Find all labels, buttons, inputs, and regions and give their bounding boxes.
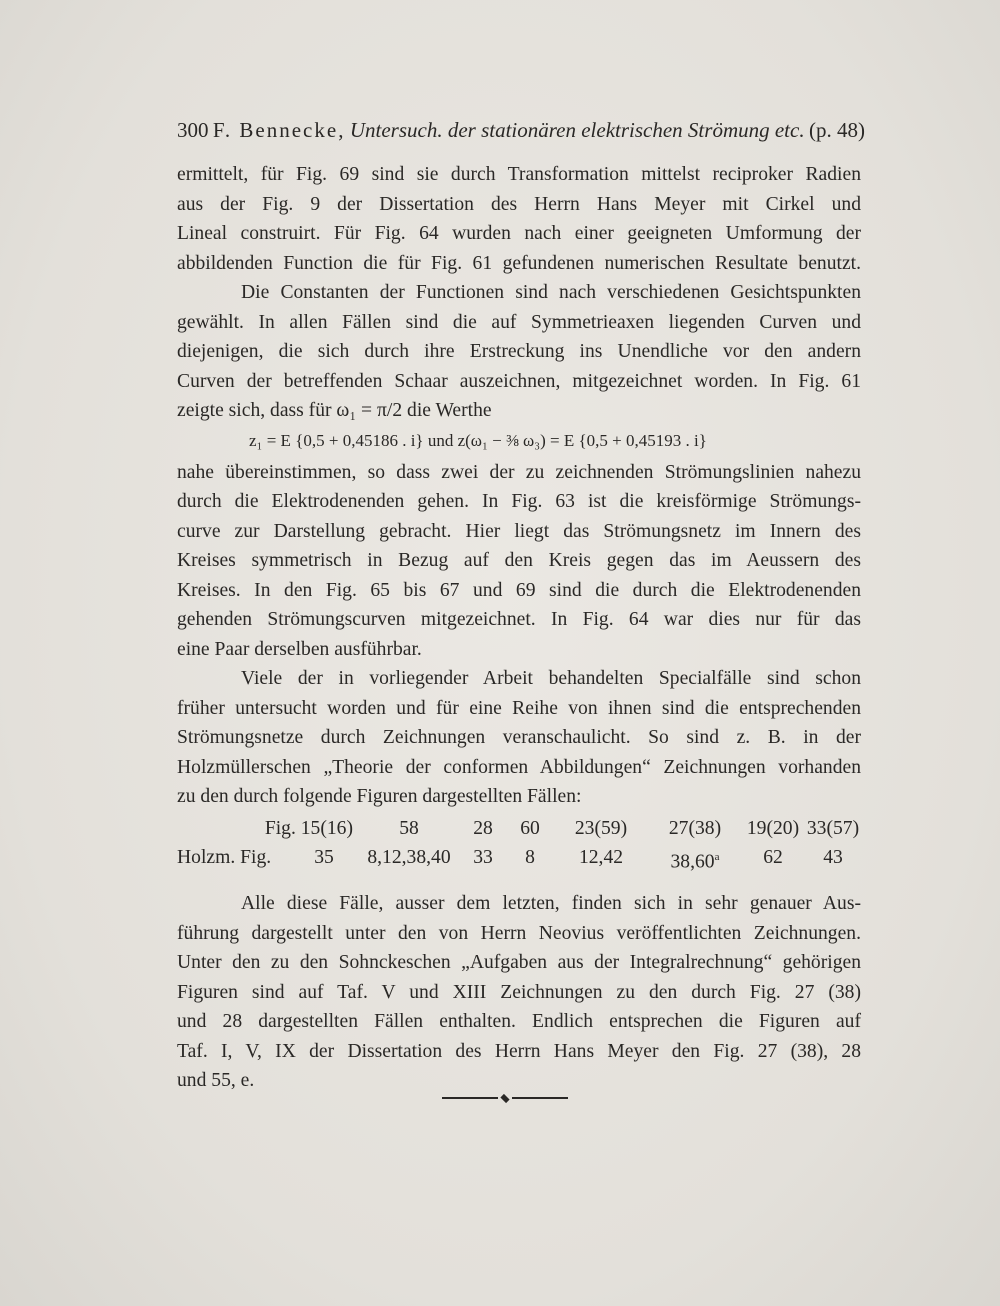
text-line: Lineal construirt. Für Fig. 64 wurden nach einer geeigneten Umformung der xyxy=(177,223,861,244)
text-line: curve zur Darstellung gebracht. Hier liegt das Strömungsnetz im Innern des xyxy=(177,520,861,542)
text-line: gewählt. In allen Fällen sind die auf Symmetrieaxen liegenden Curven und xyxy=(177,311,861,333)
text-line: eine Paar derselben ausführbar. xyxy=(177,638,422,660)
table-cell: 27(38) xyxy=(668,817,722,839)
text-line: Curven der betreffenden Schaar auszeichnen, mitgezeichnet worden. In Fig. 61 xyxy=(177,370,861,392)
table-cell: Fig. 15(16) xyxy=(264,817,353,839)
figure-correspondence-table xyxy=(177,814,861,878)
table-cell: 43 xyxy=(823,847,843,868)
text-line: Holzmüllerschen „Theorie der conformen Abbildungen“ Zeichnungen vorhanden xyxy=(177,756,861,778)
text-line: Strömungsnetze durch Zeichnungen veranschaulicht. So sind z. B. in der xyxy=(177,727,861,748)
table-cell: 19(20) xyxy=(746,817,800,839)
table-cell: 35 xyxy=(314,847,334,868)
ornament-rule-right xyxy=(512,1097,568,1099)
text-line: diejenigen, die sich durch ihre Erstreckung ins Unendliche vor den andern xyxy=(177,341,861,362)
table-value: 38,60 xyxy=(670,851,715,873)
table-cell: 8 xyxy=(525,847,535,868)
text-line: ermittelt, für Fig. 69 sind sie durch Transformation mittelst reciproker Radien xyxy=(177,164,861,185)
text-line: früher untersucht worden und für eine Reihe von ihnen sind die entsprechenden xyxy=(177,697,861,719)
paragraph-4 xyxy=(177,664,861,812)
text-line: Alle diese Fälle, ausser dem letzten, finden sich in sehr genauer Aus- xyxy=(241,893,861,915)
text-line: Viele der in vorliegender Arbeit behandelten Specialfälle sind schon xyxy=(241,668,861,689)
text-line: zu den durch folgende Figuren dargestellten Fällen: xyxy=(177,786,582,807)
paragraph-5 xyxy=(177,889,861,1096)
page-number: 300 xyxy=(177,118,209,142)
table-cell: 28 xyxy=(473,817,493,839)
superscript: a xyxy=(714,851,720,863)
formula: z₁ = E {0,5 + 0,45186 . i} und z(ω₁ − ⅜ ω₃) = E {0,5 + 0,45193 . i} xyxy=(249,430,707,450)
table-cell: 12,42 xyxy=(578,847,624,868)
table-cell: Holzm. Fig. xyxy=(177,847,272,868)
text-line: führung dargestellt unter den von Herrn Neovius veröffentlichten Zeichnungen. xyxy=(177,922,861,944)
text-line: nahe übereinstimmen, so dass zwei der zu zeichnenden Strömungslinien nahezu xyxy=(177,461,861,483)
table-cell: 62 xyxy=(763,847,783,868)
header-title: Untersuch. der stationären elektrischen Strömung etc. xyxy=(349,118,805,142)
ornament-diamond-icon xyxy=(500,1093,509,1102)
table-cell: 33(57) xyxy=(806,817,860,839)
text-line: abbildenden Function die für Fig. 61 gefundenen numerischen Resultate benutzt. xyxy=(177,252,861,274)
text-line: und 28 dargestellten Fällen enthalten. Endlich entsprechen die Figuren auf xyxy=(177,1011,861,1033)
section-end-ornament xyxy=(440,1094,570,1102)
text-line: Kreises. In den Fig. 65 bis 67 und 69 sind die durch die Elektrodenenden xyxy=(177,579,861,601)
text-line: Figuren sind auf Taf. V und XIII Zeichnungen zu den durch Fig. 27 (38) xyxy=(177,981,861,1003)
formula-block xyxy=(177,426,861,458)
text-line: Die Constanten der Functionen sind nach verschiedenen Gesichtspunkten xyxy=(241,282,861,303)
table-cell: 8,12,38,40 xyxy=(367,847,451,868)
text-line: Kreises symmetrisch in Bezug auf den Kreis gegen das im Aeussern des xyxy=(177,550,861,571)
text-line: und 55, e. xyxy=(177,1070,255,1092)
table-cell xyxy=(649,843,741,877)
text-line: gehenden Strömungscurven mitgezeichnet. In Fig. 64 war dies nur für das xyxy=(177,609,861,630)
table-cell: 23(59) xyxy=(574,817,628,839)
paragraph-3 xyxy=(177,458,861,665)
table-cell: 33 xyxy=(473,847,493,868)
running-header xyxy=(177,116,865,144)
text-line: aus der Fig. 9 der Dissertation des Herrn Hans Meyer mit Cirkel und xyxy=(177,193,861,215)
table-cell: 58 xyxy=(399,817,419,839)
paragraph-1 xyxy=(177,160,861,278)
paragraph-2 xyxy=(177,278,861,426)
text-line: Unter den zu den Sohnckeschen „Aufgaben aus der Integralrechnung“ gehörigen xyxy=(177,952,861,974)
ornament-rule-left xyxy=(442,1097,498,1099)
header-author: F. Bennecke, xyxy=(212,118,346,142)
table-cell: 60 xyxy=(520,817,540,839)
text-line: zeigte sich, dass für ω₁ = π/2 die Werthe xyxy=(177,400,492,421)
text-line: durch die Elektrodenenden gehen. In Fig. 63 ist die kreisförmige Strömungs- xyxy=(177,491,861,512)
text-line: Taf. I, V, IX der Dissertation des Herrn Hans Meyer den Fig. 27 (38), 28 xyxy=(177,1040,861,1062)
header-page-ref: (p. 48) xyxy=(809,118,865,142)
body-text xyxy=(177,160,861,1096)
